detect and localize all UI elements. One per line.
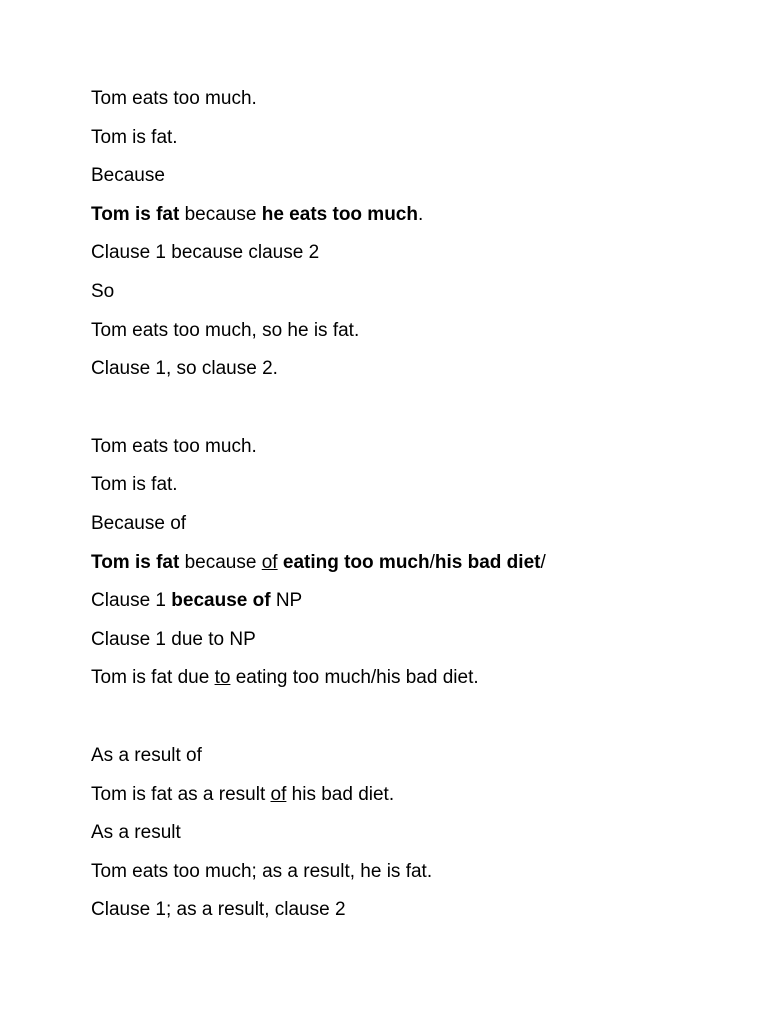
connector-text: because (179, 551, 262, 573)
bold-np-1: eating too much (282, 551, 430, 573)
pattern-clause: Clause 1 (91, 590, 172, 612)
punctuation: . (417, 203, 424, 225)
example-because-of (91, 550, 731, 576)
sentence-line: Tom is fat. (91, 474, 178, 496)
example-as-a-result: Tom eats too much; as a result, he is fat. (91, 860, 433, 882)
underlined-preposition: to (214, 667, 231, 689)
slash: / (429, 551, 435, 573)
underlined-preposition: of (270, 783, 287, 805)
pattern-line: Clause 1 because clause 2 (91, 242, 320, 264)
bold-clause-1: Tom is fat (91, 203, 180, 225)
sentence-line: Tom eats too much. (91, 435, 257, 457)
bold-clause-2: he eats too much (261, 203, 418, 225)
slash: / (540, 551, 546, 573)
spacer (91, 704, 731, 743)
bold-clause-1: Tom is fat (91, 551, 180, 573)
document-page (91, 86, 731, 936)
pattern-line: Clause 1; as a result, clause 2 (91, 899, 346, 921)
example-due-to (91, 665, 731, 691)
pattern-np: NP (270, 590, 303, 612)
example-text: eating too much/his bad diet. (230, 667, 479, 689)
heading-because: Because (91, 165, 165, 187)
sentence-line: Tom is fat. (91, 126, 178, 148)
example-text: his bad diet. (286, 783, 395, 805)
heading-as-a-result: As a result (91, 822, 181, 844)
heading-so: So (91, 280, 115, 302)
pattern-line: Clause 1, so clause 2. (91, 358, 278, 380)
heading-because-of: Because of (91, 512, 187, 534)
pattern-line (91, 588, 731, 614)
example-as-a-result-of (91, 782, 731, 808)
bold-connector: because of (171, 590, 271, 612)
pattern-line: Clause 1 due to NP (91, 628, 256, 650)
example-text: Tom is fat due (91, 667, 215, 689)
example-because (91, 202, 731, 228)
bold-np-2: his bad diet (434, 551, 541, 573)
example-text: Tom is fat as a result (91, 783, 271, 805)
heading-as-a-result-of: As a result of (91, 744, 202, 766)
connector-text: because (179, 203, 262, 225)
example-so: Tom eats too much, so he is fat. (91, 319, 360, 341)
spacer (91, 395, 731, 434)
underlined-preposition: of (261, 551, 278, 573)
sentence-line: Tom eats too much. (91, 88, 257, 109)
